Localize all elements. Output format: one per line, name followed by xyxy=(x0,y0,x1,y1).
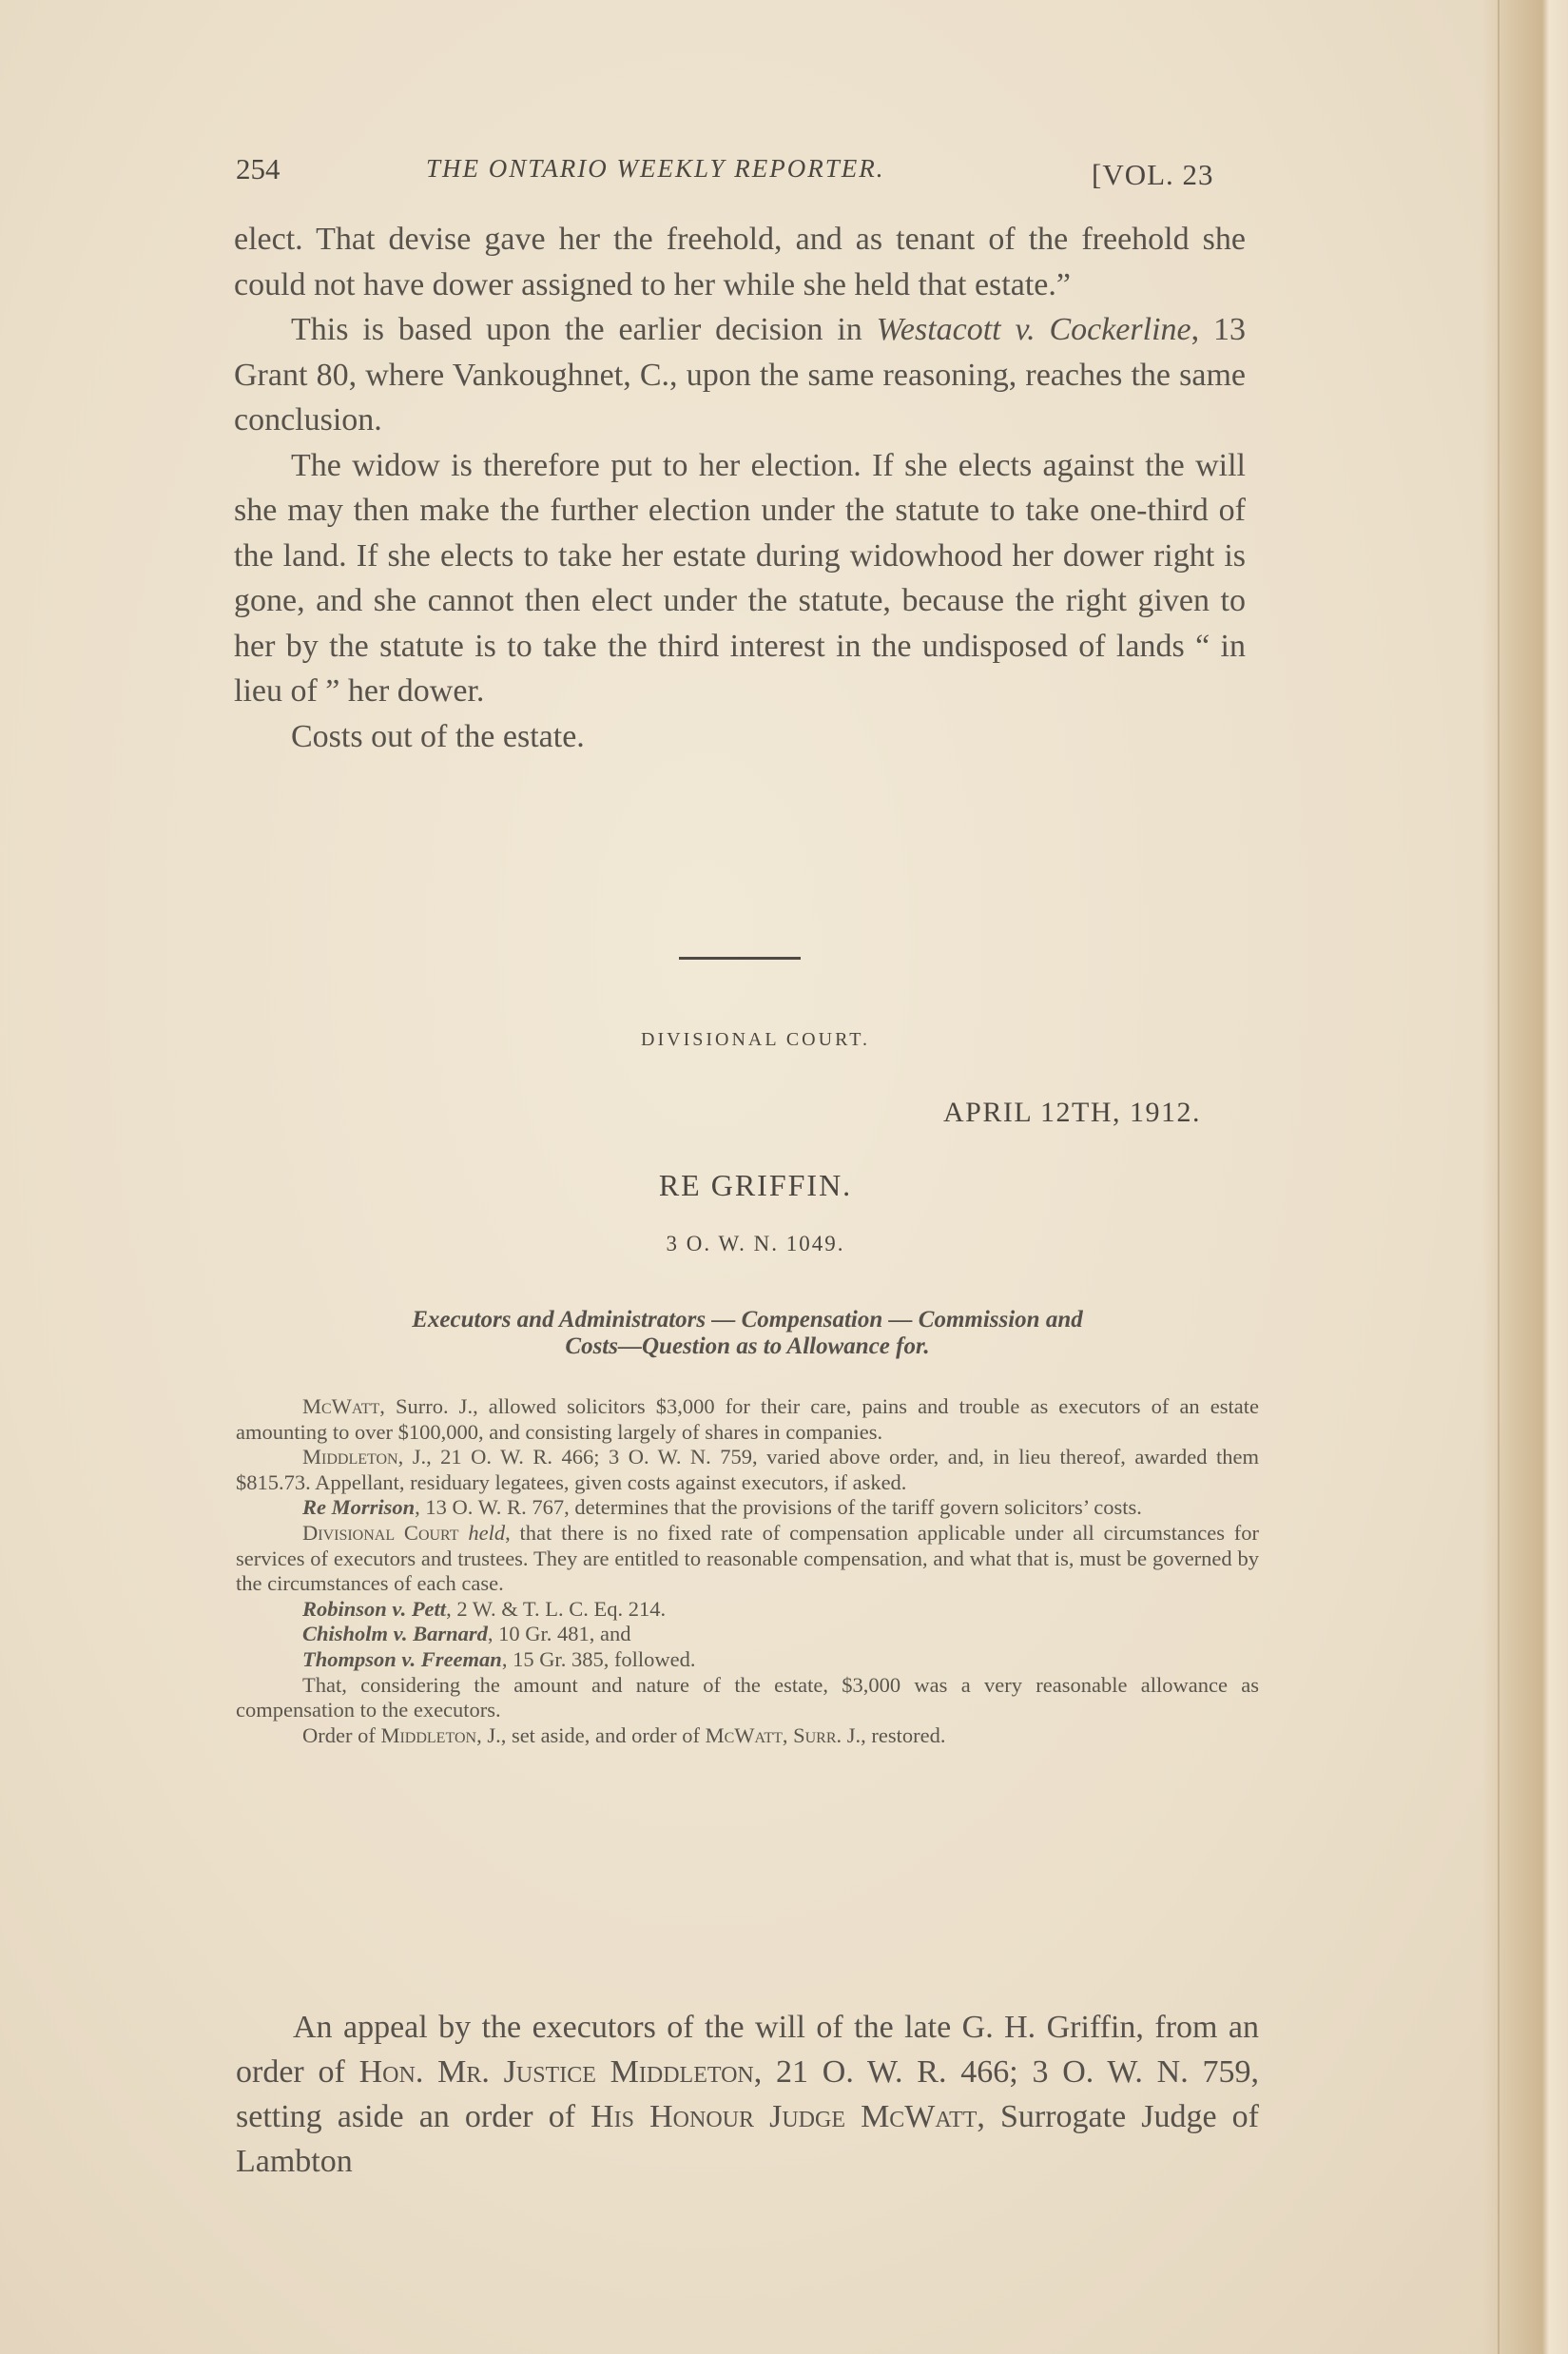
syllabus-para-5: That, considering the amount and nature of the estate, $3,000 was a very reasonable allowance as compensation to the executors. xyxy=(236,1672,1259,1722)
citation-text: , 10 Gr. 481, and xyxy=(487,1622,631,1646)
appeal-text-middle: , 21 O. W. R. 466; 3 O. W. N. 759, setting aside an order of xyxy=(236,2054,1260,2134)
syllabus-text: , J., set aside, and order of xyxy=(476,1722,706,1747)
headnote-line-2: Costs—Question as to Allowance for. xyxy=(565,1333,930,1359)
syllabus-text: , Surro. J., allowed solicitors $3,000 for their care, pains and trouble as executors of an estate amounting to over $100,000, and consisting largely of shares in companies. xyxy=(236,1394,1259,1444)
case-name: Chisholm v. Barnard xyxy=(302,1622,488,1646)
syllabus-text: , that there is no fixed rate of compensation applicable under all circumstances for services of executors and trustees. They are entitled to reasonable compensation, and what that is, must be governed by the circumstances of each case. xyxy=(236,1520,1260,1596)
judge-name: Middleton xyxy=(380,1722,477,1747)
volume-label: [VOL. 23 xyxy=(1092,158,1214,191)
syllabus-text: , J., 21 O. W. R. 466; 3 O. W. N. 759, varied above order, and, in lieu thereof, awarded them $815.73. Appellant, residuary legatees, given costs against executors, if asked. xyxy=(236,1445,1259,1494)
syllabus-para-2 xyxy=(236,1445,1259,1495)
paragraph-3: The widow is therefore put to her election. If she elects against the will she may then make the further election under the statute to take one-third of the land. If she elects to take her estate during widowhood her dower right is gone, and she cannot then elect under the statute, because the right given to her by the statute is to take the third interest in the undisposed of lands “ in lieu of ” her dower. xyxy=(234,447,1246,709)
paragraph-4: Costs out of the estate. xyxy=(291,718,585,754)
appeal-text xyxy=(236,2005,1259,2184)
appeal-paragraph xyxy=(236,2005,1259,2184)
case-citation: 3 O. W. N. 1049. xyxy=(666,1232,845,1255)
section-divider xyxy=(679,957,801,960)
syllabus xyxy=(236,1394,1259,1748)
citation-text: , 2 W. & T. L. C. Eq. 214. xyxy=(446,1596,667,1621)
syllabus-text: Order of xyxy=(302,1722,381,1747)
headnote-subject xyxy=(236,1307,1259,1360)
case-title: RE GRIFFIN. xyxy=(658,1168,853,1202)
case-name: Robinson v. Pett xyxy=(302,1596,447,1621)
cited-case-3 xyxy=(236,1647,1259,1673)
case-name: Thompson v. Freeman xyxy=(302,1646,502,1671)
cited-case-1 xyxy=(236,1597,1259,1623)
case-name: Re Morrison xyxy=(302,1495,416,1520)
running-header xyxy=(236,152,1244,209)
paragraph-1: elect. That devise gave her the freehold, and as tenant of the freehold she could not have dower assigned to her while she held that estate.” xyxy=(234,222,1246,302)
cited-case-2 xyxy=(236,1622,1259,1647)
appeal-text-start: An appeal by the executors of the will of the late G. H. Griffin, from an order of xyxy=(236,2010,1259,2090)
syllabus-para-4 xyxy=(236,1521,1259,1597)
syllabus-para-6 xyxy=(236,1723,1259,1749)
paragraph-2-text-end: , 13 Grant 80, where Vankoughnet, C., upon the same reasoning, reaches the same conclusion. xyxy=(234,312,1247,438)
paragraph-2 xyxy=(234,307,1246,443)
judge-name: His Honour Judge McWatt xyxy=(590,2099,978,2134)
judgment-date: APRIL 12TH, 1912. xyxy=(943,1097,1202,1128)
syllabus-text: J., restored. xyxy=(842,1722,946,1747)
judge-name: Hon. Mr. Justice Middleton xyxy=(358,2054,754,2090)
journal-title: THE ONTARIO WEEKLY REPORTER. xyxy=(426,154,885,183)
page-number: 254 xyxy=(236,152,281,185)
headnote-line-1: Executors and Administrators — Compensation — Commission and xyxy=(412,1307,1083,1333)
judge-name: McWatt xyxy=(302,1394,380,1418)
judge-name: McWatt, Surr. xyxy=(705,1722,842,1747)
case-name-westacott: Westacott v. Cockerline xyxy=(876,312,1191,347)
paragraph-2-text: This is based upon the earlier decision in xyxy=(291,312,877,347)
judge-name: Middleton xyxy=(302,1445,398,1469)
court-name: DIVISIONAL COURT. xyxy=(641,1029,870,1050)
court-reference: Divisional Court xyxy=(302,1520,459,1545)
citation-text: , 15 Gr. 385, followed. xyxy=(501,1646,696,1671)
syllabus-para-1 xyxy=(236,1394,1259,1445)
judgment-text xyxy=(234,217,1246,759)
syllabus-text: , 13 O. W. R. 767, determines that the provisions of the tariff govern solicitors’ costs. xyxy=(415,1495,1142,1520)
held-word: held xyxy=(468,1520,506,1545)
appeal-text-end: , Surrogate Judge of Lambton xyxy=(236,2099,1260,2179)
syllabus-para-3 xyxy=(236,1495,1259,1521)
